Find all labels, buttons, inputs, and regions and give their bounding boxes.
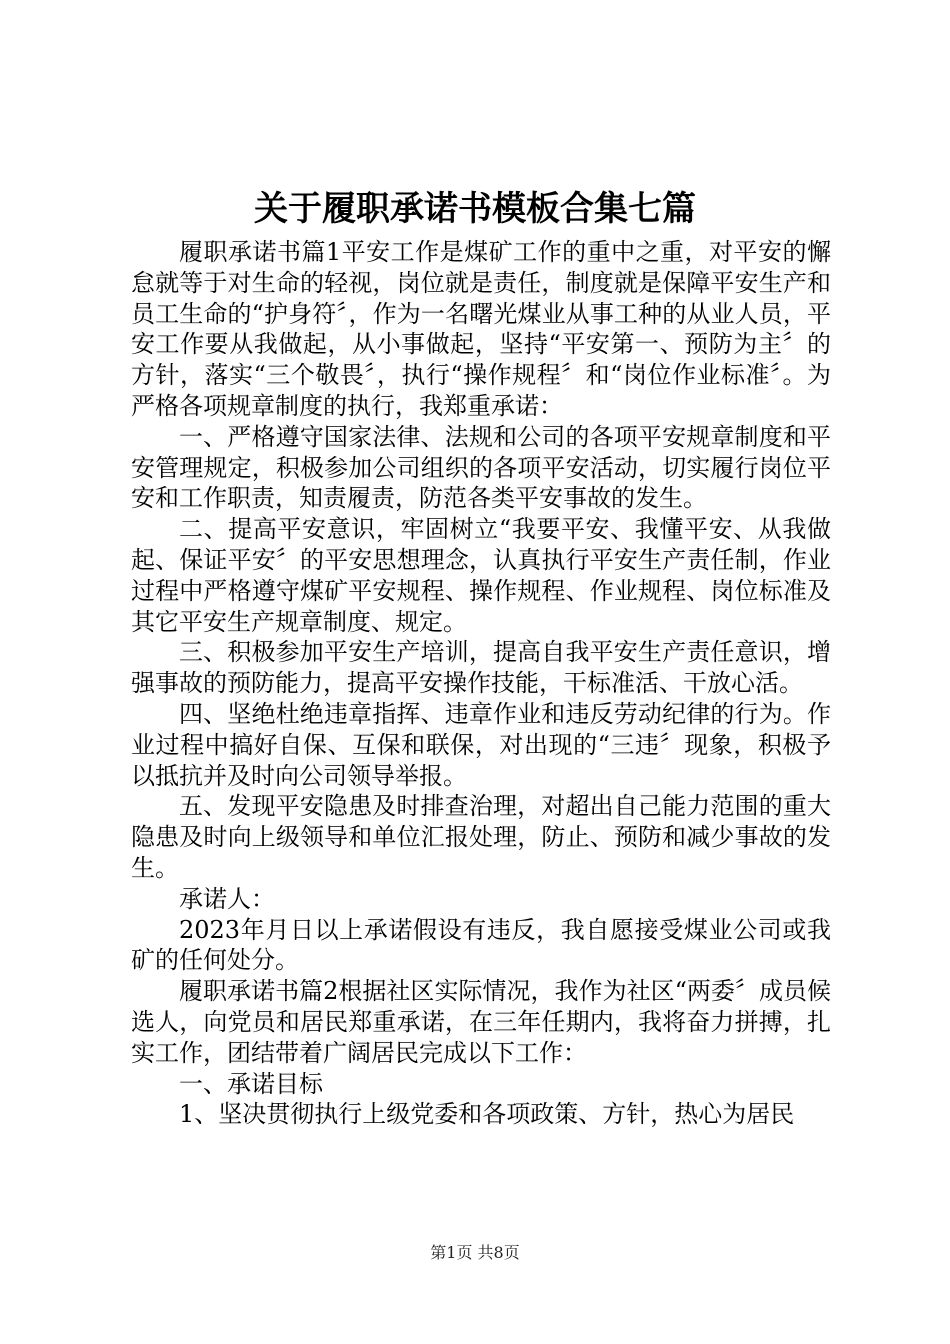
document-body [131, 237, 831, 1130]
paragraph: 五、发现平安隐患及时排查治理，对超出自己能力范围的重大隐患及时向上级领导和单位汇报处理，防止、预防和减少事故的发生。 [131, 792, 831, 882]
paragraph: 一、严格遵守国家法律、法规和公司的各项平安规章制度和平安管理规定，积极参加公司组织的各项平安活动，切实履行岗位平安和工作职责，知责履责，防范各类平安事故的发生。 [131, 422, 831, 513]
signatory-label: 承诺人： [179, 884, 275, 913]
paragraph: 1、坚决贯彻执行上级党委和各项政策、方针，热心为居民 [179, 1100, 795, 1129]
paragraph: 二、提高平安意识，牢固树立“我要平安、我懂平安、从我做起、保证平安〞的平安思想理念，认真执行平安生产责任制，作业过程中严格遵守煤矿平安规程、操作规程、作业规程、岗位标准及其它平安生产规章制度、规定。 [131, 515, 831, 636]
section-heading: 一、承诺目标 [179, 1069, 323, 1098]
document-title: 关于履职承诺书模板合集七篇 [254, 189, 696, 229]
paragraph: 四、坚绝杜绝违章指挥、违章作业和违反劳动纪律的行为。作业过程中搞好自保、互保和联保，对出现的“三违〞现象，积极予以抵抗并及时向公司领导举报。 [131, 699, 831, 790]
paragraph: 履职承诺书篇1平安工作是煤矿工作的重中之重，对平安的懈怠就等于对生命的轻视，岗位就是责任，制度就是保障平安生产和员工生命的“护身符〞，作为一名曙光煤业从事工种的从业人员，平安工作要从我做起，从小事做起，坚持“平安第一、预防为主〞的方针，落实“三个敬畏〞，执行“操作规程〞和“岗位作业标准〞。为严格各项规章制度的执行，我郑重承诺： [131, 238, 831, 420]
paragraph: 履职承诺书篇2根据社区实际情况，我作为社区“两委〞成员候选人，向党员和居民郑重承诺，在三年任期内，我将奋力拼搏，扎实工作，团结带着广阔居民完成以下工作： [131, 977, 831, 1067]
paragraph: 三、积极参加平安生产培训，提高自我平安生产责任意识，增强事故的预防能力，提高平安操作技能，干标准活、干放心活。 [131, 638, 831, 698]
page-footer: 第1页 共8页 [430, 1243, 520, 1262]
paragraph: 2023年月日以上承诺假设有违反，我自愿接受煤业公司或我矿的任何处分。 [131, 915, 831, 975]
